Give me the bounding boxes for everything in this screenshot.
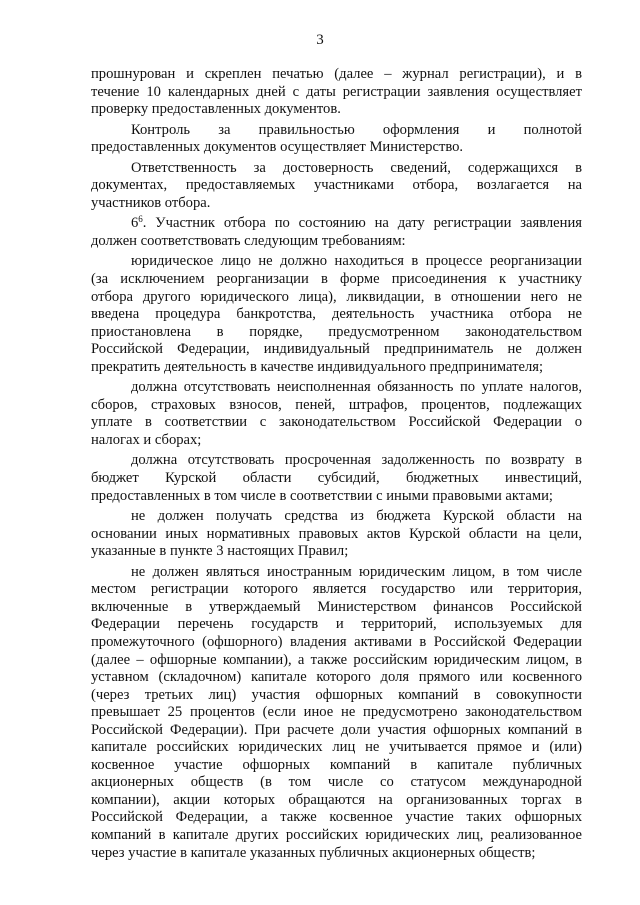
text-line: должна отсутствовать просроченная задолженность по возврату в [131, 452, 582, 469]
text-line: сборов, страховых взносов, пеней, штрафов, процентов, подлежащих [91, 396, 582, 413]
text-line: включенные в утверждаемый Министерством финансов Российской [91, 598, 582, 615]
text-line: превышает 25 процентов (если иное не предусмотрено законодательством [91, 704, 582, 721]
text-line [91, 215, 582, 233]
text-line: юридическое лицо не должно находиться в процессе реорганизации [131, 253, 582, 270]
text-line: не должен получать средства из бюджета Курской области на [131, 508, 582, 525]
text-line: течение 10 календарных дней с даты регистрации заявления осуществляет [91, 83, 582, 100]
text-line: Контроль за правильностью оформления и полнотой [131, 121, 582, 138]
text-line: капитале российских юридических лиц не учитывается прямое и (или) [91, 739, 582, 756]
text-line: прекратить деятельность в качестве индивидуального предпринимателя; [91, 358, 544, 375]
text-line: (далее – офшорные компании), а также российским юридическим лицом, в [91, 651, 582, 668]
text-line: Российской Федерации, индивидуальный предприниматель не должен [91, 341, 582, 358]
text-line: документах, предоставляемых участниками отбора, возлагается на [91, 177, 582, 194]
text-line: уставном (складочном) капитале которого доля прямого или косвенного [91, 669, 582, 686]
clause-superscript: 6 [138, 215, 143, 225]
document-body [91, 66, 582, 862]
text-line: компании), акции которых обращаются на организованных торгах в [91, 791, 582, 808]
text-line: предоставленных в том числе в соответствии с иными правовыми актами; [91, 487, 553, 504]
text-line: уплате в соответствии с законодательством Российской Федерации о [91, 414, 582, 431]
text-line: налогах и сборах; [91, 431, 202, 448]
text-line: должен соответствовать следующим требованиям: [91, 232, 406, 249]
clause-text: . Участник отбора по состоянию на дату регистрации заявления [142, 215, 582, 232]
text-line: указанные в пункте 3 настоящих Правил; [91, 543, 349, 560]
text-line: акционерных обществ (в том числе со статусом международной [91, 774, 582, 791]
text-line: должна отсутствовать неисполненная обязанность по уплате налогов, [131, 379, 582, 396]
text-line: введена процедура банкротства, деятельность участника отбора не [91, 306, 582, 323]
text-line: предоставленных документов осуществляет Министерство. [91, 139, 464, 156]
text-line: основании иных нормативных правовых актов Курской области на цели, [91, 525, 582, 542]
text-line: косвенное участие офшорных компаний в капитале публичных [91, 756, 582, 773]
text-line: через участие в капитале указанных публичных акционерных обществ; [91, 844, 536, 861]
text-line: Российской Федерации, а также косвенное участие таких офшорных [91, 809, 582, 826]
clause-number: 6 [131, 215, 139, 232]
page-number: 3 [316, 32, 324, 48]
text-line: не должен являться иностранным юридическим лицом, в том числе [131, 563, 582, 580]
text-line: компаний в капитале других российских юридических лиц, реализованное [91, 826, 582, 843]
text-line: Федерации перечень государств и территорий, используемых для [91, 616, 582, 633]
text-line: бюджет Курской области субсидий, бюджетных инвестиций, [91, 470, 582, 487]
text-line: отбора другого юридического лица), ликвидации, в отношении него не [91, 288, 582, 305]
text-line: местом регистрации которого является государство или территория, [91, 581, 582, 598]
text-line: прошнурован и скреплен печатью (далее – журнал регистрации), и в [91, 66, 582, 82]
text-line: (через третьих лиц) участия офшорных компаний в совокупности [91, 686, 582, 703]
text-line: проверку предоставленных документов. [91, 101, 341, 118]
text-line: (за исключением реорганизации в форме присоединения к участнику [91, 271, 582, 288]
text-line: приостановлена в порядке, предусмотренном законодательством [91, 323, 582, 340]
text-line: участников отбора. [91, 194, 211, 211]
text-line: Ответственность за достоверность сведений, содержащихся в [131, 159, 582, 176]
text-line: промежуточного (офшорного) владения активами в Российской Федерации [91, 633, 582, 650]
text-line: Российской Федерации). При расчете доли участия офшорных компаний в [91, 721, 582, 738]
